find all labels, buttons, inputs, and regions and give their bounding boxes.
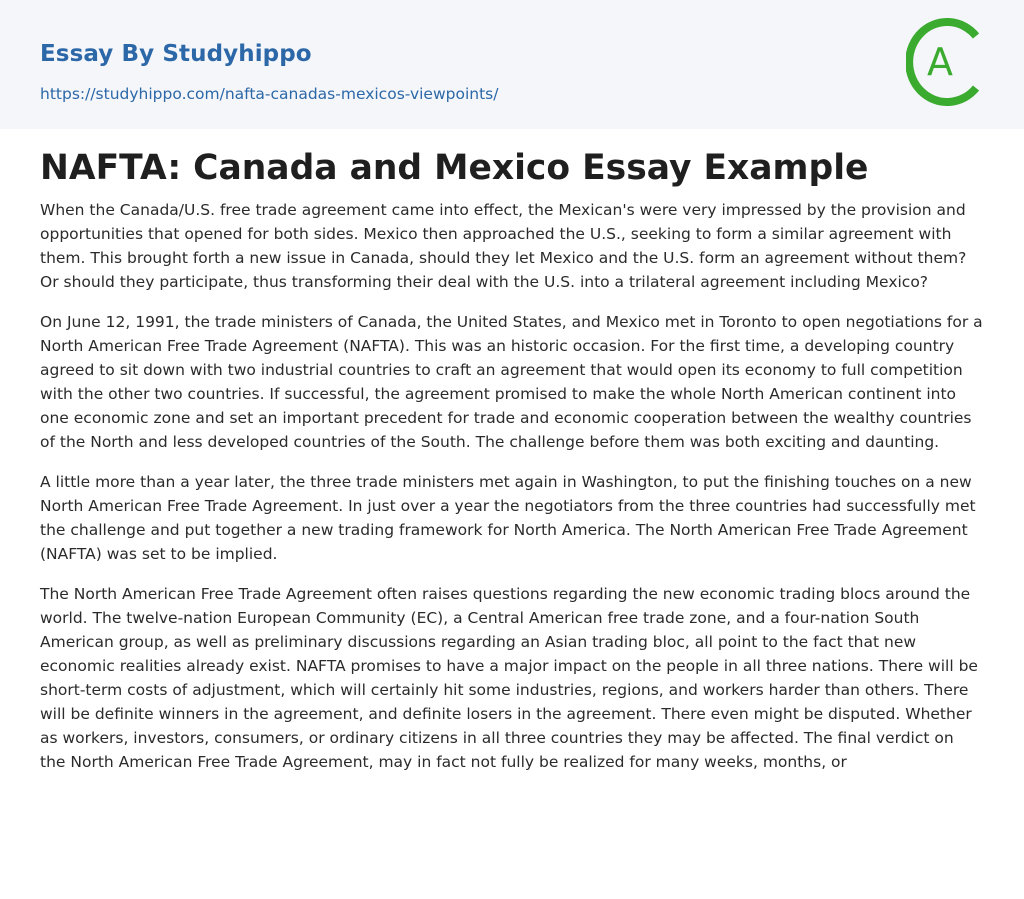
source-url-link[interactable]: https://studyhippo.com/nafta-canadas-mexicos-viewpoints/ xyxy=(40,85,499,103)
paragraph-2: On June 12, 1991, the trade ministers of Canada, the United States, and Mexico met in Toronto to open negotiations for a North American Free Trade Agreement (NAFTA). This was an historic occasion. For the first time, a developing country agreed to sit down with two industrial countries to craft an agreement that would open its economy to full competition with the other two countries. If successful, the agreement promised to make the whole North American continent into one economic zone and set an important precedent for trade and economic cooperation between the wealthy countries of the North and less developed countries of the South. The challenge before them was both exciting and daunting. xyxy=(40,313,983,451)
paragraph-3: A little more than a year later, the three trade ministers met again in Washington, to put the finishing touches on a new North American Free Trade Agreement. In just over a year the negotiators from the three countries had successfully met the challenge and put together a new trading framework for North America. The North American Free Trade Agreement (NAFTA) was set to be implied. xyxy=(40,473,976,563)
studyhippo-logo-icon[interactable] xyxy=(906,18,990,106)
article xyxy=(0,129,1024,774)
paragraph-4: The North American Free Trade Agreement often raises questions regarding the new economic trading blocs around the world. The twelve-nation European Community (EC), a Central American free trade zone, and a four-nation South American group, as well as preliminary discussions regarding an Asian trading bloc, all point to the fact that new economic realities already exist. NAFTA promises to have a major impact on the people in all three nations. There will be short-term costs of adjustment, which will certainly hit some industries, regions, and workers harder than others. There will be definite winners in the agreement, and definite losers in the agreement. There even might be disputed. Whether as workers, investors, consumers, or ordinary citizens in all three countries they may be affected. The final verdict on the North American Free Trade Agreement, may in fact not fully be realized for many weeks, months, or xyxy=(40,585,978,771)
logo-letter: A xyxy=(927,40,953,84)
site-header xyxy=(0,0,1024,129)
page-title: NAFTA: Canada and Mexico Essay Example xyxy=(40,148,869,188)
paragraph-1: When the Canada/U.S. free trade agreement came into effect, the Mexican's were very impressed by the provision and opportunities that opened for both sides. Mexico then approached the U.S., seeking to form a similar agreement with them. This brought forth a new issue in Canada, should they let Mexico and the U.S. form an agreement without them? Or should they participate, thus transforming their deal with the U.S. into a trilateral agreement including Mexico? xyxy=(40,201,967,291)
brand-title[interactable]: Essay By Studyhippo xyxy=(40,41,312,67)
